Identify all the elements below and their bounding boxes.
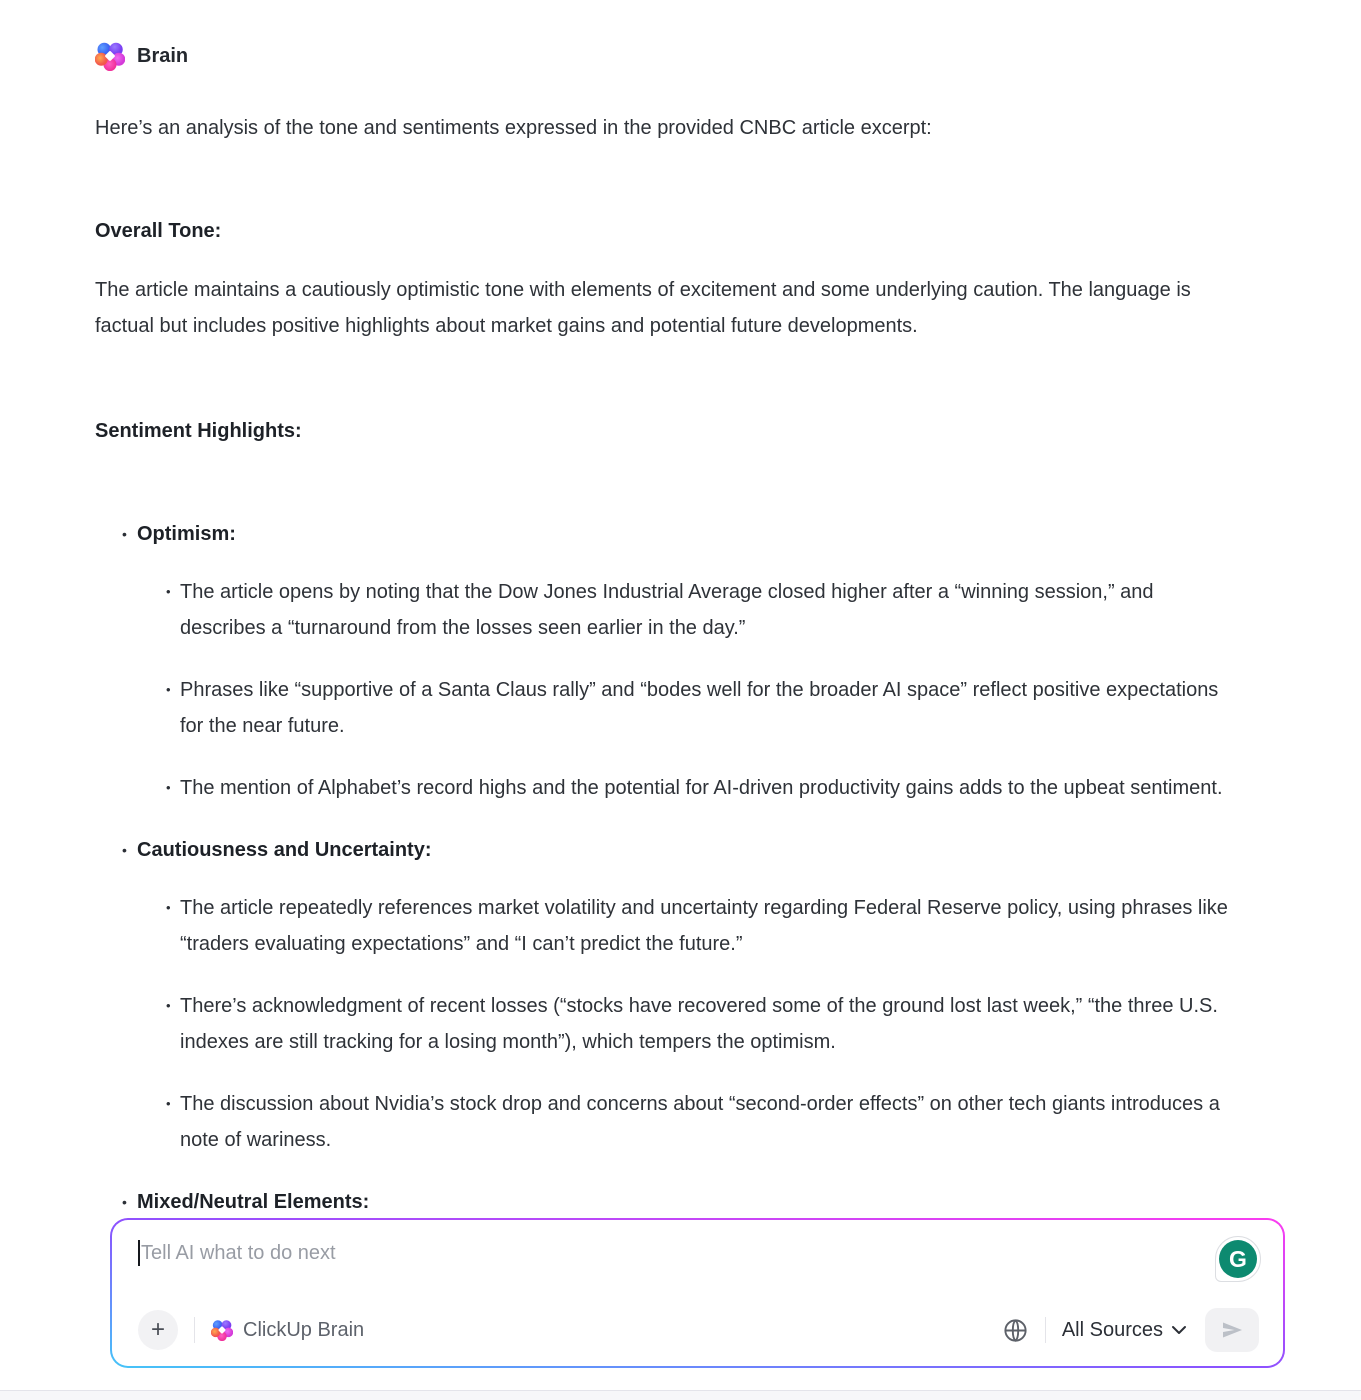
sub-list (166, 890, 1231, 1158)
toolbar-left (138, 1310, 364, 1350)
bullet-text: The article repeatedly references market volatility and uncertainty regarding Federal Reserve policy, using phrases like “traders evaluating expectations” and “I can’t predict the future.” (180, 897, 1228, 955)
text-cursor (138, 1240, 140, 1266)
grammarly-g-letter: G (1219, 1240, 1257, 1278)
sentiment-list (95, 516, 1231, 1220)
model-label: ClickUp Brain (243, 1318, 365, 1341)
model-selector[interactable] (211, 1319, 364, 1342)
sub-list (166, 574, 1231, 806)
composer-toolbar (138, 1308, 1259, 1352)
bullet-label: Mixed/Neutral Elements: (137, 1191, 370, 1213)
list-item (166, 574, 1231, 646)
overall-tone-paragraph: The article maintains a cautiously optimistic tone with elements of excitement and some underlying caution. The language is factual but includes positive highlights about market gains and potential future developments. (95, 279, 1191, 337)
overall-tone-heading: Overall Tone: (95, 220, 222, 242)
brain-flower-icon (95, 41, 125, 71)
bullet-text: The mention of Alphabet’s record highs and the potential for AI-driven productivity gains adds to the upbeat sentiment. (180, 777, 1223, 799)
divider (194, 1317, 195, 1343)
list-item-mixed-neutral (122, 1184, 1231, 1220)
bullet-text: There’s acknowledgment of recent losses (“stocks have recovered some of the ground lost last week,” “the three U.S. indexes are still tracking for a losing month”), which tempers the optimism. (180, 995, 1218, 1053)
message-header (95, 38, 1231, 74)
toolbar-right (1002, 1308, 1259, 1352)
list-item (166, 1086, 1231, 1158)
web-search-button[interactable] (1002, 1317, 1029, 1344)
send-icon (1220, 1318, 1244, 1342)
list-item (166, 890, 1231, 962)
list-item (166, 672, 1231, 744)
bullet-label: Cautiousness and Uncertainty: (137, 839, 432, 861)
intro-paragraph: Here’s an analysis of the tone and sentiments expressed in the provided CNBC article excerpt: (95, 117, 932, 139)
attach-button[interactable]: + (138, 1310, 178, 1350)
bullet-text: Phrases like “supportive of a Santa Claus rally” and “bodes well for the broader AI space” reflect positive expectations for the near future. (180, 679, 1219, 737)
sources-dropdown[interactable] (1062, 1319, 1187, 1342)
sender-name: Brain (137, 45, 189, 67)
grammarly-icon[interactable] (1215, 1236, 1261, 1282)
list-item (166, 770, 1231, 806)
clickup-brain-icon (211, 1319, 233, 1341)
list-item-optimism (122, 516, 1231, 806)
viewport-bottom-edge (0, 1390, 1361, 1400)
divider (1045, 1317, 1046, 1343)
bullet-label: Optimism: (137, 523, 236, 545)
list-item (166, 988, 1231, 1060)
bullet-text: The article opens by noting that the Dow Jones Industrial Average closed higher after a “winning session,” and describes a “turnaround from the losses seen earlier in the day.” (180, 581, 1154, 639)
list-item-cautiousness (122, 832, 1231, 1158)
prompt-placeholder: Tell AI what to do next (141, 1241, 336, 1264)
chevron-down-icon (1171, 1325, 1187, 1335)
sentiment-highlights-heading: Sentiment Highlights: (95, 420, 302, 442)
globe-icon (1002, 1317, 1029, 1344)
bullet-text: The discussion about Nvidia’s stock drop and concerns about “second-order effects” on other tech giants introduces a note of wariness. (180, 1093, 1220, 1151)
send-button[interactable] (1205, 1308, 1259, 1352)
sources-label: All Sources (1061, 1318, 1163, 1341)
prompt-input[interactable] (138, 1240, 1259, 1266)
ai-composer (110, 1218, 1285, 1368)
composer-inner (112, 1220, 1283, 1366)
